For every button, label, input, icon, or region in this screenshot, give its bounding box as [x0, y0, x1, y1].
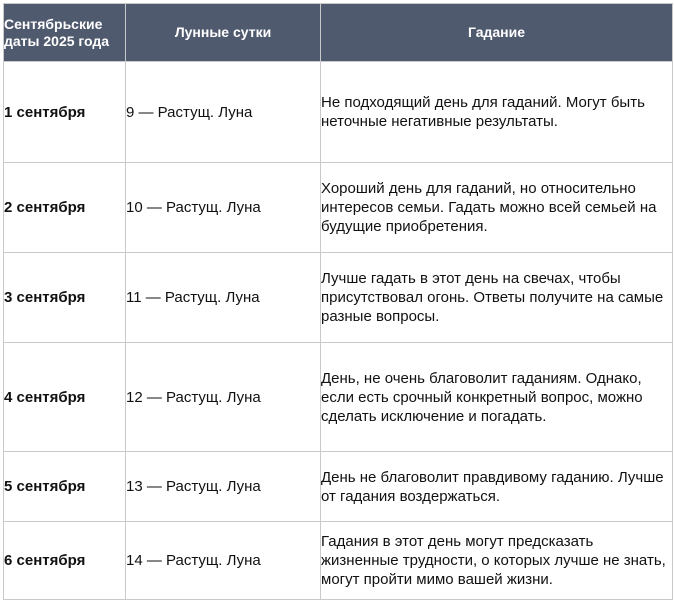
table-row — [4, 343, 673, 452]
fortune-cell: Лучше гадать в этот день на свечах, чтобы присутствовал огонь. Ответы получите на самые разные вопросы. — [321, 253, 673, 343]
date-cell: 5 сентября — [4, 452, 126, 522]
fortune-cell: Не подходящий день для гаданий. Могут быть неточные негативные результаты. — [321, 62, 673, 163]
lunar-day-cell: 13 — Растущ. Луна — [126, 452, 321, 522]
fortune-cell: День не благоволит правдивому гаданию. Лучше от гадания воздержаться. — [321, 452, 673, 522]
table-row — [4, 62, 673, 163]
lunar-day-cell: 12 — Растущ. Луна — [126, 343, 321, 452]
date-cell: 3 сентября — [4, 253, 126, 343]
date-cell: 4 сентября — [4, 343, 126, 452]
table-row — [4, 253, 673, 343]
lunar-day-cell: 11 — Растущ. Луна — [126, 253, 321, 343]
fortune-cell: Хороший день для гаданий, но относительно интересов семьи. Гадать можно всей семьей на будущие приобретения. — [321, 163, 673, 253]
table-header-row — [4, 4, 673, 62]
lunar-day-cell: 14 — Растущ. Луна — [126, 522, 321, 600]
date-cell: 1 сентября — [4, 62, 126, 163]
lunar-day-cell: 10 — Растущ. Луна — [126, 163, 321, 253]
header-lunar-day: Лунные сутки — [126, 4, 321, 62]
header-fortune: Гадание — [321, 4, 673, 62]
lunar-day-cell: 9 — Растущ. Луна — [126, 62, 321, 163]
lunar-calendar-table — [3, 3, 673, 600]
fortune-cell: День, не очень благоволит гаданиям. Однако, если есть срочный конкретный вопрос, можно сделать исключение и погадать. — [321, 343, 673, 452]
header-date: Сентябрьские даты 2025 года — [4, 4, 126, 62]
fortune-cell: Гадания в этот день могут предсказать жизненные трудности, о которых лучше не знать, могут пройти мимо вашей жизни. — [321, 522, 673, 600]
date-cell: 2 сентября — [4, 163, 126, 253]
table-row — [4, 163, 673, 253]
table-row — [4, 452, 673, 522]
date-cell: 6 сентября — [4, 522, 126, 600]
table-row — [4, 522, 673, 600]
